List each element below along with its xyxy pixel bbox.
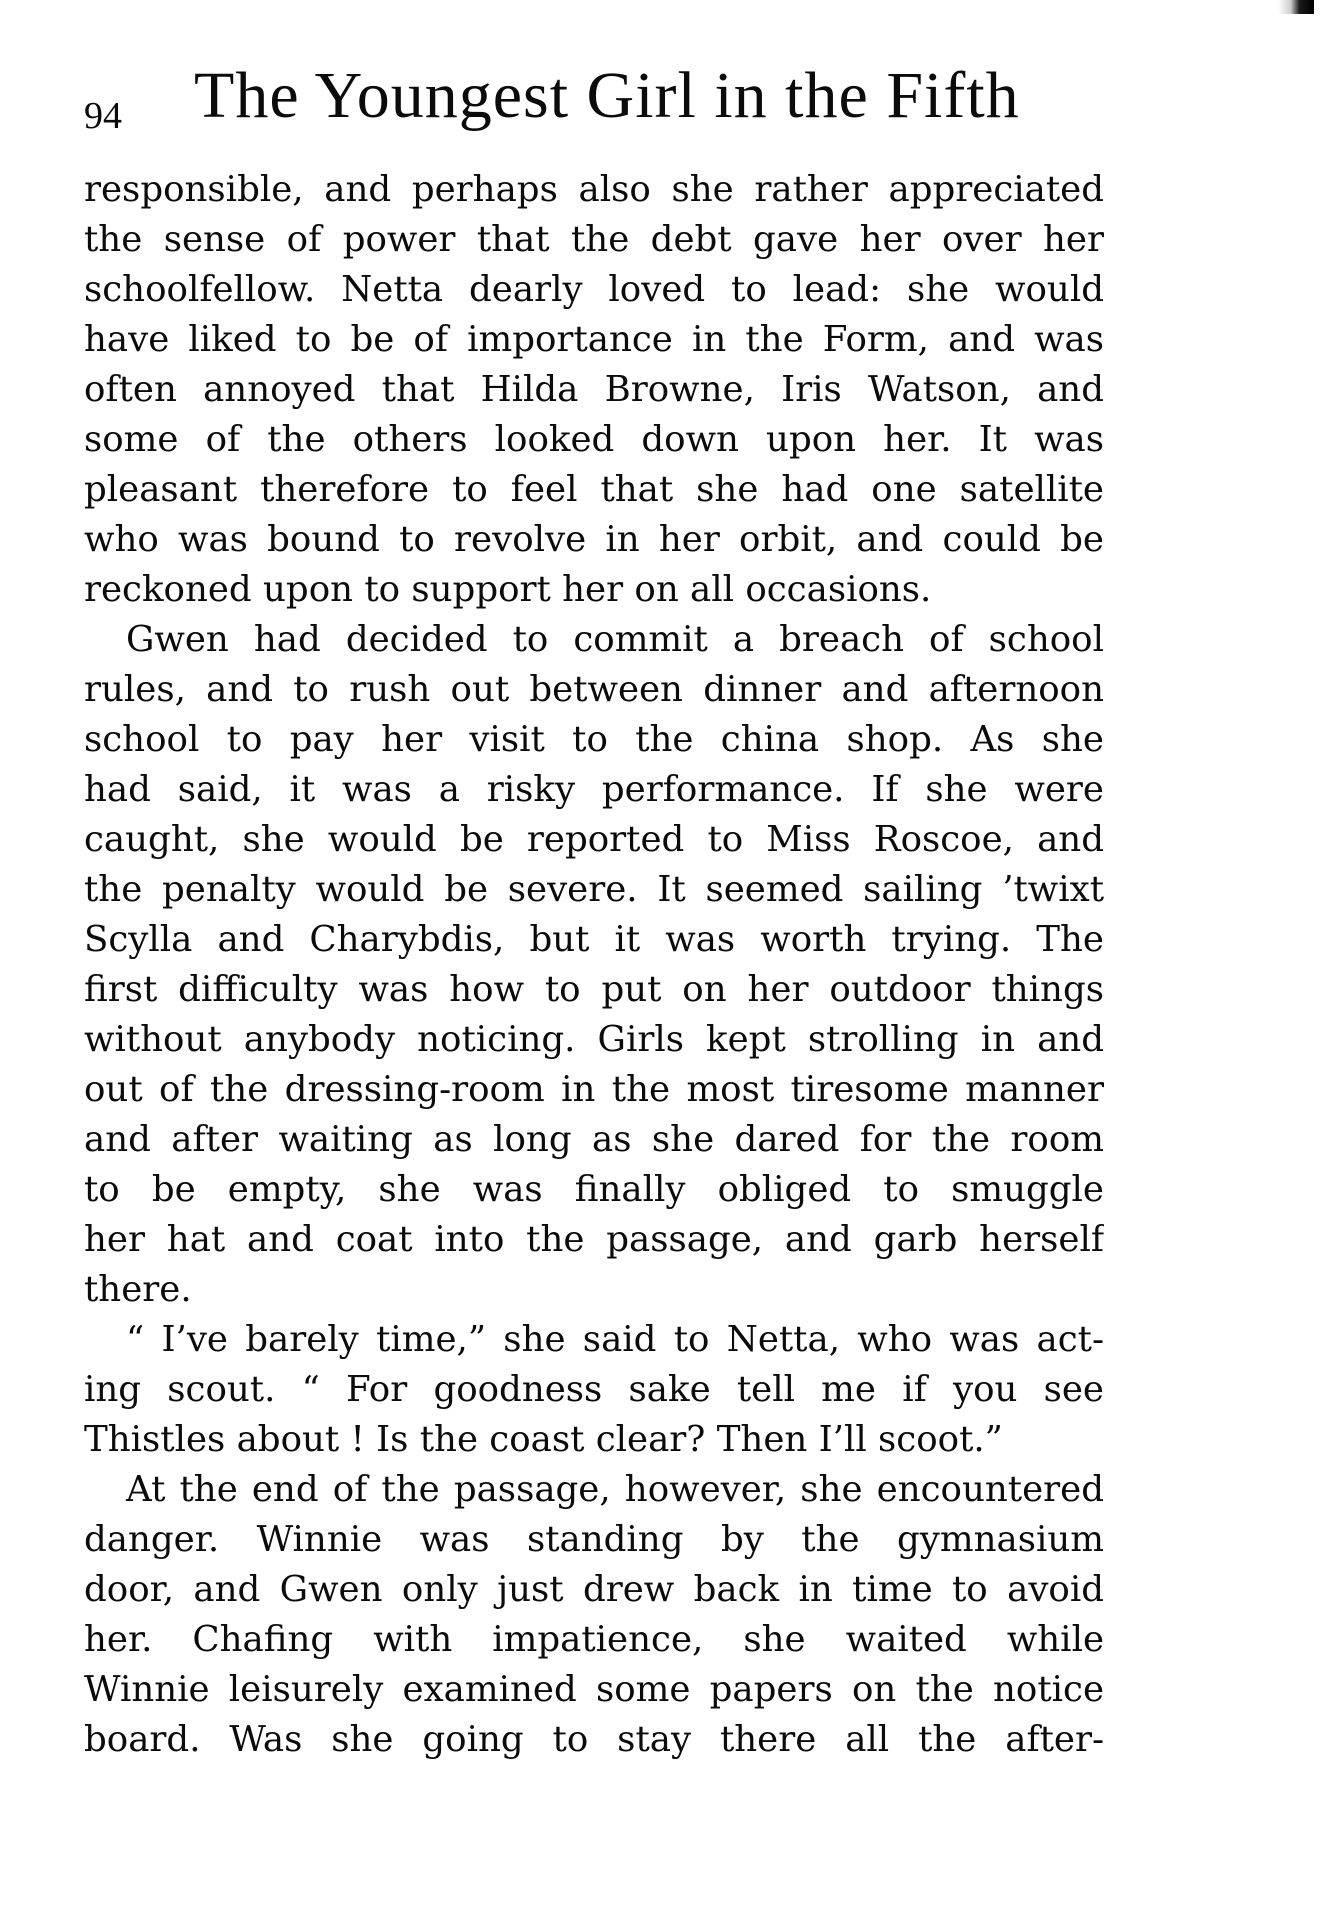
- text-line: her. Chafing with impatience, she waited while: [84, 1619, 1104, 1660]
- text-line: had said, it was a risky performance. If she were: [84, 769, 1104, 810]
- text-line: reckoned upon to support her on all occasions.: [84, 569, 932, 610]
- text-line: “ I’ve barely time,” she said to Netta, who was act-: [126, 1319, 1104, 1360]
- text-line: schoolfellow. Netta dearly loved to lead: she would: [84, 269, 1104, 310]
- text-line: pleasant therefore to feel that she had one satellite: [84, 469, 1104, 510]
- text-line: out of the dressing-room in the most tiresome manner: [84, 1069, 1104, 1110]
- text-line: the penalty would be severe. It seemed sailing ’twixt: [84, 869, 1104, 910]
- text-line: danger. Winnie was standing by the gymnasium: [84, 1519, 1104, 1560]
- text-line: Scylla and Charybdis, but it was worth trying. The: [84, 919, 1104, 960]
- text-line: ing scout. “ For goodness sake tell me if you see: [84, 1369, 1104, 1410]
- text-line: have liked to be of importance in the Form, and was: [84, 319, 1104, 360]
- text-line: there.: [84, 1269, 192, 1310]
- text-line: who was bound to revolve in her orbit, and could be: [84, 519, 1104, 560]
- text-line: door, and Gwen only just drew back in time to avoid: [84, 1569, 1104, 1610]
- text-line: some of the others looked down upon her. It was: [84, 419, 1104, 460]
- page-number: 94: [84, 95, 122, 137]
- text-line: responsible, and perhaps also she rather appreciated: [84, 169, 1104, 210]
- text-line: and after waiting as long as she dared for the room: [84, 1119, 1104, 1160]
- text-line: to be empty, she was finally obliged to smuggle: [84, 1169, 1104, 1210]
- scan-edge-mark: [1278, 0, 1314, 14]
- text-line: without anybody noticing. Girls kept strolling in and: [84, 1019, 1104, 1060]
- text-line: school to pay her visit to the china shop. As she: [84, 719, 1104, 760]
- running-title: The Youngest Girl in the Fifth: [194, 59, 1020, 132]
- text-line: rules, and to rush out between dinner and afternoon: [84, 669, 1104, 710]
- text-line: Thistles about ! Is the coast clear? Then I’ll scoot.”: [84, 1419, 1003, 1460]
- text-line: the sense of power that the debt gave her over her: [84, 219, 1104, 260]
- text-line: board. Was she going to stay there all the after-: [84, 1719, 1104, 1760]
- page-header: [84, 58, 1114, 138]
- body-text: [84, 165, 1104, 1765]
- text-line: Gwen had decided to commit a breach of school: [126, 619, 1104, 660]
- text-line: first difficulty was how to put on her outdoor things: [84, 969, 1104, 1010]
- text-line: often annoyed that Hilda Browne, Iris Watson, and: [84, 369, 1104, 410]
- text-line: her hat and coat into the passage, and garb herself: [84, 1219, 1104, 1260]
- text-line: Winnie leisurely examined some papers on the notice: [84, 1669, 1104, 1710]
- text-line: caught, she would be reported to Miss Roscoe, and: [84, 819, 1104, 860]
- text-line: At the end of the passage, however, she encountered: [126, 1469, 1104, 1510]
